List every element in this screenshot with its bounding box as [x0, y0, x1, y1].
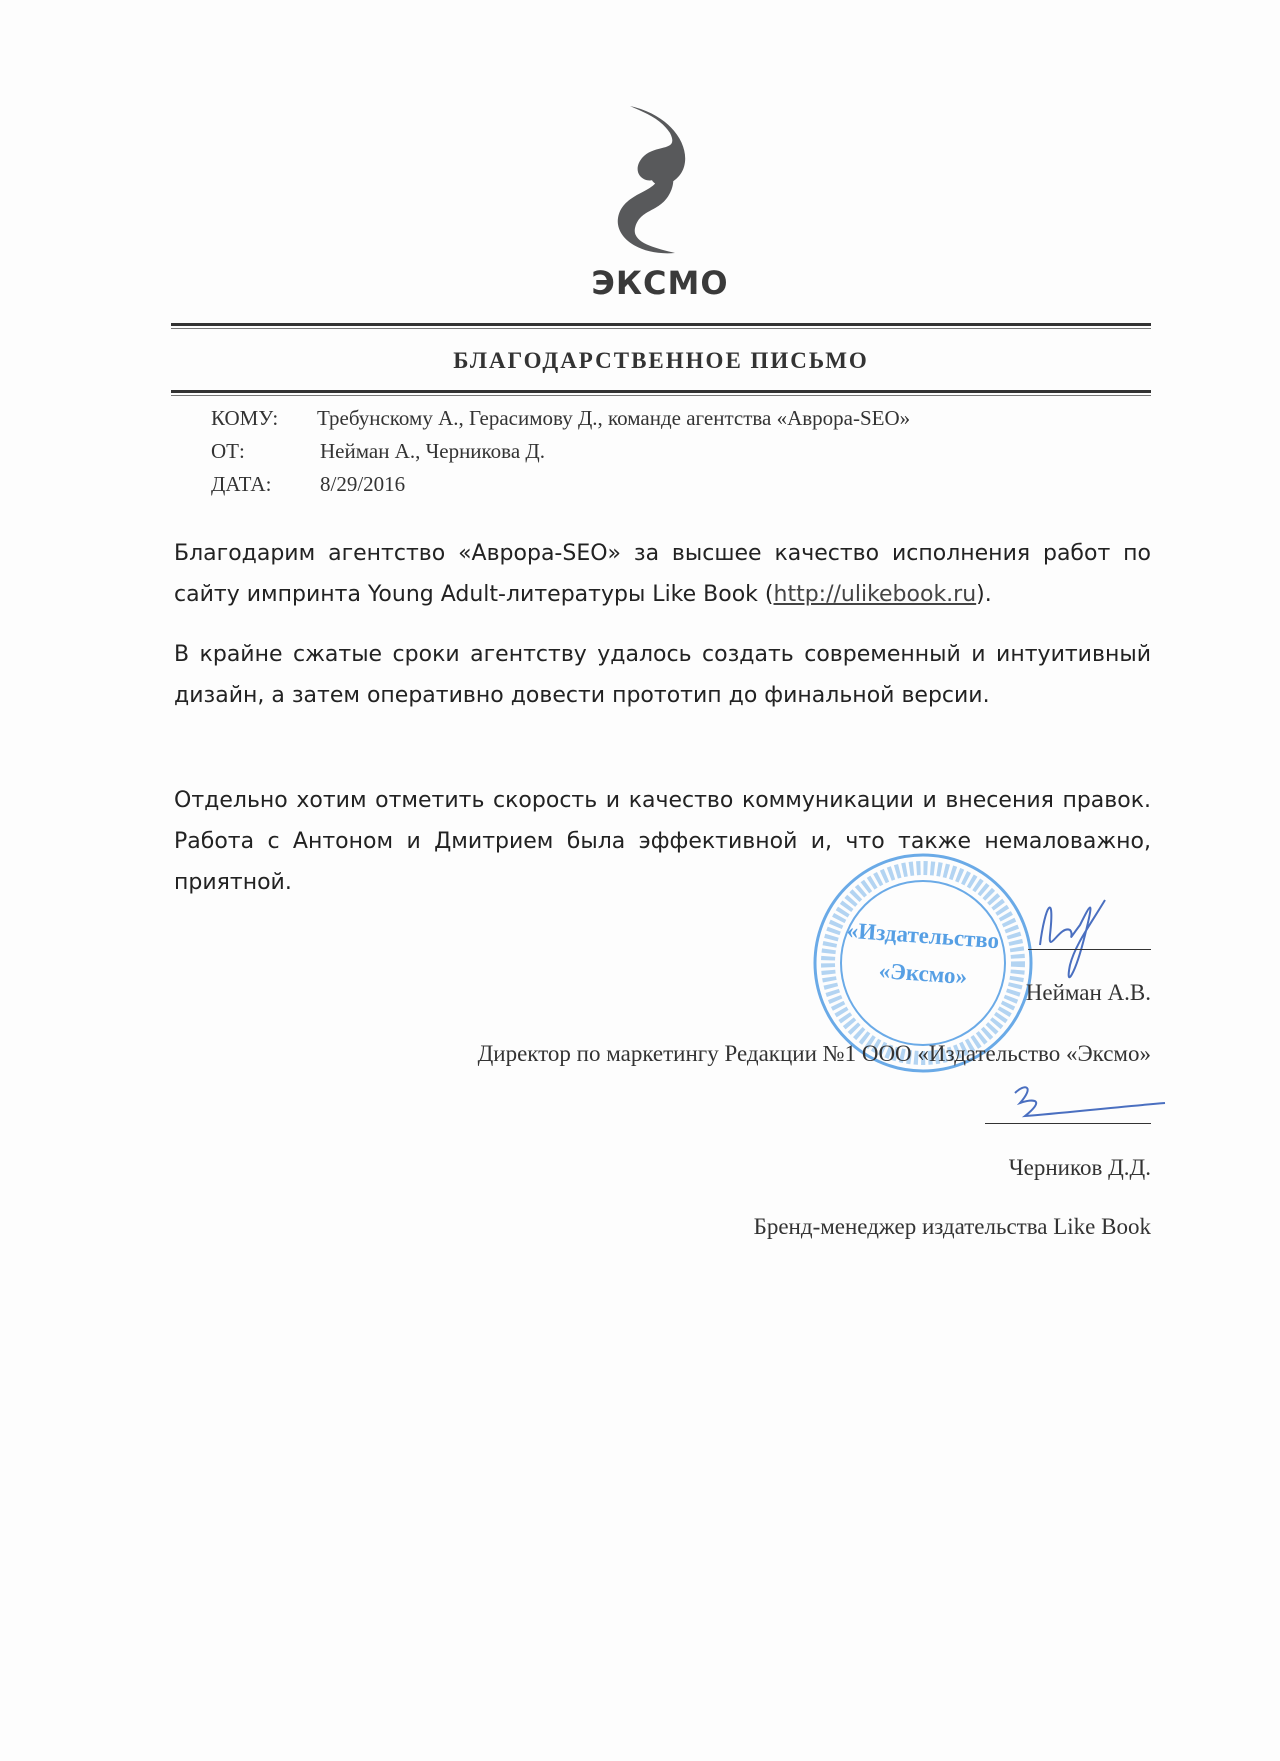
paragraph-1-end: ). — [976, 582, 992, 607]
signer-2-position: Бренд-менеджер издательства Like Book — [753, 1214, 1151, 1239]
logo-text: ЭКСМО — [591, 264, 729, 302]
signer-1-position: Директор по маркетингу Редакции №1 ООО «Издательство «Эксмо» — [477, 1041, 1151, 1066]
to-label: КОМУ: — [211, 406, 279, 430]
letter-title: БЛАГОДАРСТВЕННОЕ ПИСЬМО — [453, 348, 869, 373]
eksmo-swirl-logo-icon — [600, 98, 720, 258]
paragraph-1 — [174, 533, 1151, 615]
signature-2-line — [985, 1123, 1151, 1124]
date-value: 8/29/2016 — [320, 472, 406, 496]
signature-1-icon — [1020, 885, 1120, 995]
stamp-text-top: «Издательство — [846, 917, 1001, 954]
logo — [591, 98, 729, 302]
signature-1-line — [1028, 949, 1151, 950]
to-value: Требунскому А., Герасимову Д., команде агентства «Аврора-SEO» — [317, 406, 911, 430]
bottom-rule — [171, 390, 1151, 396]
top-rule — [171, 323, 1151, 329]
site-link[interactable]: http://ulikebook.ru — [773, 582, 977, 607]
paragraph-2: В крайне сжатые сроки агентству удалось создать современный и интуитивный дизайн, а затем оперативно довести прототип до финальной версии. — [174, 642, 1151, 708]
stamp-text-bottom: «Эксмо» — [878, 957, 968, 990]
paragraph-3: Отдельно хотим отметить скорость и качество коммуникации и внесения правок. Работа с Антоном и Дмитрием была эффективной и, что также немаловажно, приятной. — [174, 788, 1151, 895]
paragraph-1-text: Благодарим агентство «Аврора-SEO» за высшее качество исполнения работ по сайту импринта Young Adult-литературы Like Book ( — [174, 541, 1151, 607]
signer-1-name: Нейман А.В. — [1025, 980, 1151, 1005]
date-label: ДАТА: — [211, 472, 272, 496]
signature-2-icon — [1005, 1078, 1175, 1128]
signer-2-name: Черников Д.Д. — [1008, 1155, 1151, 1180]
from-value: Нейман А., Черникова Д. — [320, 439, 545, 463]
from-label: ОТ: — [211, 439, 245, 463]
